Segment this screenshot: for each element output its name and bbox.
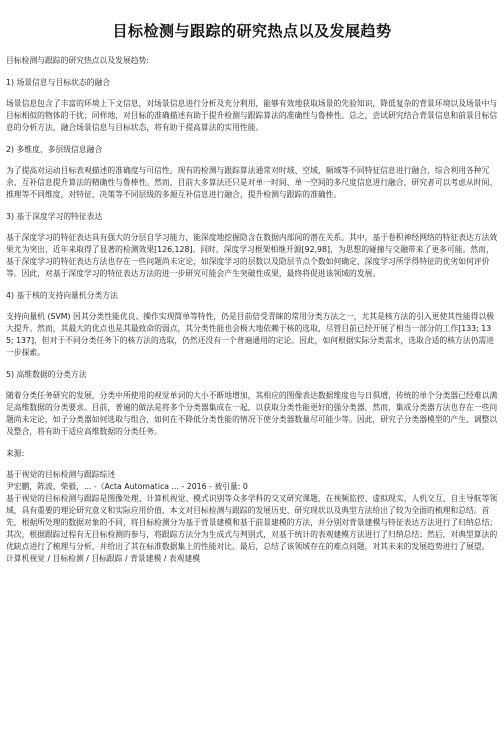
reference-authors: 尹宏鹏，陈波，柴毅，... -《Acta Automatica ... - 2016 - 被引量: 0 — [6, 482, 248, 491]
intro-line: 目标检测与跟踪的研究热点以及发展趋势: — [6, 56, 149, 65]
section-heading: 1) 场景信息与目标状态的融合 — [6, 78, 111, 87]
reference-abstract: 基于视觉的目标检测与跟踪是图像处理、计算机视觉、模式识别等众多学科的交叉研究课题，在视频监控、虚拟现实、人机交互、自主导航等领域，具有重要的理论研究意义和实际应用价值，本文对目标检测与跟踪的发展历史、研究现状以及典型方法给出了较为全面的梳理和总结。首先，根据所处理的数据对象的不同，将目标检测分为基于背景建模和基于前景建模的方法，并分别对背景建模与特征表达方法进行了归纳总结；其次，根据跟踪过程有无目标检测的参与，将跟踪方法分为生成式与判别式，对基于统计的表观建模方法进行了归纳总结；然后，对典型算法的优缺点进行了梳理与分析，并给出了其在标准数据集上的性能对比。最后，总结了该领域存在的难点问题，对其未来的发展趋势进行了展望。 — [6, 494, 498, 551]
section-heading: 5) 高维数据的分类方法 — [6, 370, 87, 379]
section-heading: 2) 多维度、多层级信息融合 — [6, 145, 103, 154]
section-body: 为了提高对运动目标表观描述的准确度与可信性，现有的检测与跟踪算法通常对时域、空域、频域等不同特征信息进行融合，综合利用各种冗余、互补信息提升算法的精确性与鲁棒性。然而，目前大多算法还只是对单一时间、单一空间的多尺度信息进行融合，研究者可以考虑从时间、推理等不同维度，对特征、决策等不同层级的多源互补信息进行融合，提升检测与跟踪的准确性。 — [6, 166, 498, 199]
section-body: 支持向量机 (SVM) 因其分类性能优良、操作实现简单等特性，仍是目前倍受青睐的常用分类方法之一，尤其是核方法的引入更使其性能得以极大提升。然而，其最大的优点也是其最致命的弱点，其分类性能也会极大地依赖于核的选取，尽管目前已经开展了相当一部分的工作[133; 135; 137]，但对于不同分类任务下的核方法的选取，仍然还没有一个普遍通用的定论。因此，如何根据实际分类需求，选取合适的核方法仍需进一步探索。 — [6, 312, 495, 357]
document-title: 目标检测与跟踪的研究热点以及发展趋势 — [112, 22, 392, 40]
section-body: 基于深度学习的特征表达具有强大的分层自学习能力，能深度地挖掘隐含在数据内部间的潜在关系。其中，基于卷积神经网络的特征表达方法效果尤为突出，近年来取得了显著的检测效果[126,128]。同时，深度学习框架相继开源[92,98]，为思想的碰撞与交融带来了更多可能。然而，基于深度学习的特征表达方法也存在一些问题尚未定论，如深度学习的层数以及隐层节点个数如何确定，深度学习所学得特征的优劣如何评价等。因此，对基于深度学习的特征表达方法的进一步研究可能会产生突破性成果，最终将促进该领域的发展。 — [6, 233, 498, 278]
section-heading: 3) 基于深度学习的特征表达 — [6, 212, 103, 221]
section-heading: 4) 基于核的支持向量机分类方法 — [6, 291, 118, 300]
section-body: 随着分类任务研究的发展，分类中所使用的视觉单词的大小不断地增加，其相应的图像表达数据维度也与日俱增，传统的单个分类器已经难以满足高维数据的分类要求。目前，普遍的做法是将多个分类器集成在一起，以获取分类性能更好的强分类器，然而，集成分类器方法也存在一些问题尚未定论，如子分类器如何选取与组合，如何在不降低分类性能的情况下使分类器数量尽可能少等。因此，研究子分类器模型的产生、调整以及整合，将有助于适应高维数据的分类任务。 — [6, 391, 498, 436]
source-label: 来源: — [6, 449, 25, 458]
section-body: 场景信息包含了丰富的环境上下文信息，对场景信息进行分析及充分利用，能够有效地获取场景的先验知识，降低复杂的背景环境以及场景中与目标相似的物体的干扰；同样地，对目标的准确描述有助于提升检测与跟踪算法的准确性与鲁棒性。总之，尝试研究结合背景信息和前景目标信息的分析方法，融合场景信息与目标状态，将有助于提高算法的实用性能。 — [6, 99, 498, 132]
document-page — [0, 20, 504, 733]
reference-title[interactable]: 基于视觉的目标检测与跟踪综述 — [6, 470, 116, 479]
keyword-tags: 计算机视觉 / 目标检测 / 目标跟踪 / 背景建模 / 表观建模 — [6, 554, 201, 563]
